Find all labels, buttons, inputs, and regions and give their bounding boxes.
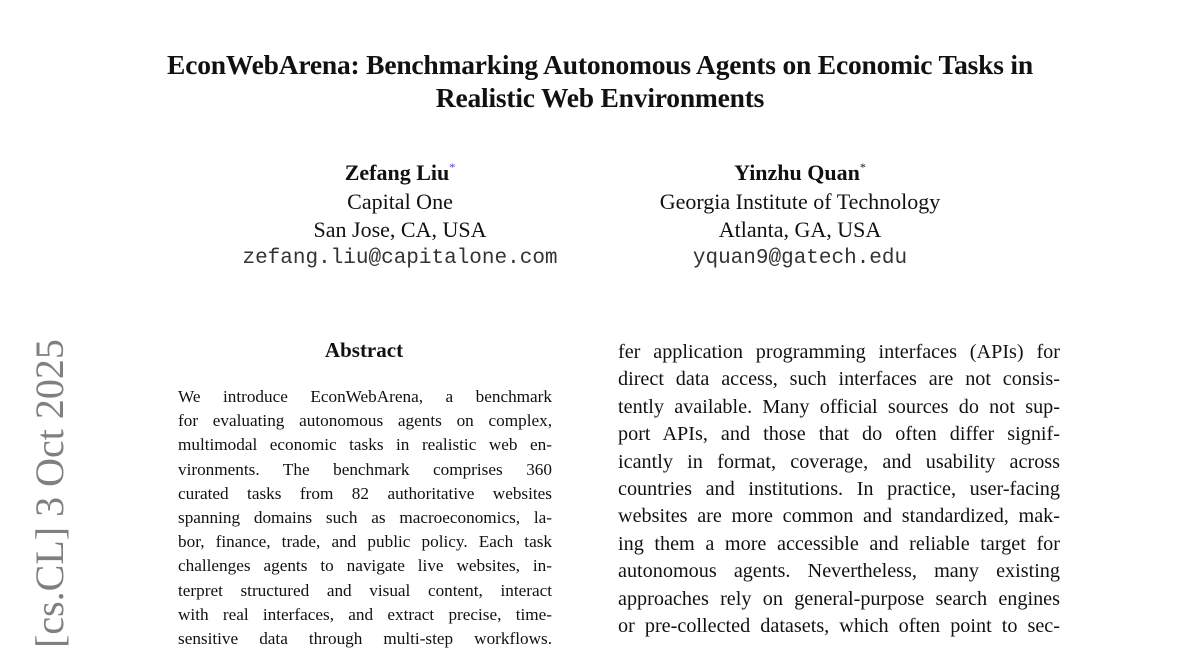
body-line: tently available. Many official sources do not sup- bbox=[618, 395, 1060, 418]
author-location: San Jose, CA, USA bbox=[313, 217, 487, 242]
abstract-line: sensitive data through multi-step workflows. bbox=[178, 629, 552, 649]
paper-title bbox=[100, 48, 1100, 114]
body-line: countries and institutions. In practice, user-facing bbox=[618, 478, 1060, 501]
abstract-line: spanning domains such as macroeconomics, la- bbox=[178, 508, 552, 528]
body-line: websites are more common and standardized, mak- bbox=[618, 505, 1060, 528]
author-affiliation: Capital One bbox=[347, 188, 453, 214]
author-email: yquan9@gatech.edu bbox=[692, 246, 908, 270]
author-name-line bbox=[200, 153, 600, 188]
author-location: Atlanta, GA, USA bbox=[718, 217, 882, 242]
author-name-line bbox=[600, 153, 1000, 188]
footnote-mark: * bbox=[859, 160, 866, 174]
body-line: port APIs, and those that do often differ signif- bbox=[618, 423, 1060, 446]
footnote-link[interactable]: * bbox=[449, 160, 456, 174]
abstract-line: challenges agents to navigate live websites, in- bbox=[178, 556, 552, 576]
body-line: approaches rely on general-purpose search engines bbox=[618, 587, 1060, 610]
body-line: ing them a more accessible and reliable target for bbox=[618, 532, 1060, 555]
body-line: or pre-collected datasets, which often point to sec- bbox=[618, 615, 1060, 638]
body-line: direct data access, such interfaces are not consis- bbox=[618, 368, 1060, 391]
abstract-line: multimodal economic tasks in realistic web en- bbox=[178, 435, 552, 455]
author-name: Zefang Liu bbox=[344, 160, 450, 185]
abstract-line: curated tasks from 82 authoritative websites bbox=[178, 483, 552, 503]
right-column-text bbox=[618, 339, 1060, 640]
abstract-body bbox=[178, 385, 552, 651]
author-name: Yinzhu Quan bbox=[734, 160, 860, 185]
abstract-line: vironments. The benchmark comprises 360 bbox=[178, 459, 552, 479]
author-email: zefang.liu@capitalone.com bbox=[242, 246, 558, 270]
abstract-line: terpret structured and visual content, interact bbox=[178, 580, 552, 600]
arxiv-side-stamp: [cs.CL] 3 Oct 2025 bbox=[27, 339, 72, 648]
body-line: autonomous agents. Nevertheless, many existing bbox=[618, 560, 1060, 583]
body-line: fer application programming interfaces (APIs) for bbox=[618, 341, 1060, 363]
title-line: Realistic Web Environments bbox=[435, 82, 765, 113]
title-line: EconWebArena: Benchmarking Autonomous Agents on Economic Tasks in bbox=[167, 49, 1033, 80]
body-line: icantly in format, coverage, and usability across bbox=[618, 450, 1060, 473]
abstract-line: bor, finance, trade, and public policy. Each task bbox=[178, 532, 552, 552]
abstract-line: with real interfaces, and extract precise, time- bbox=[178, 604, 552, 624]
abstract-line: We introduce EconWebArena, a benchmark bbox=[178, 387, 552, 406]
author-block-1 bbox=[200, 153, 600, 273]
abstract-line: for evaluating autonomous agents on complex, bbox=[178, 411, 552, 431]
abstract-heading: Abstract bbox=[324, 338, 404, 362]
author-affiliation: Georgia Institute of Technology bbox=[659, 188, 941, 214]
author-block-2 bbox=[600, 153, 1000, 273]
